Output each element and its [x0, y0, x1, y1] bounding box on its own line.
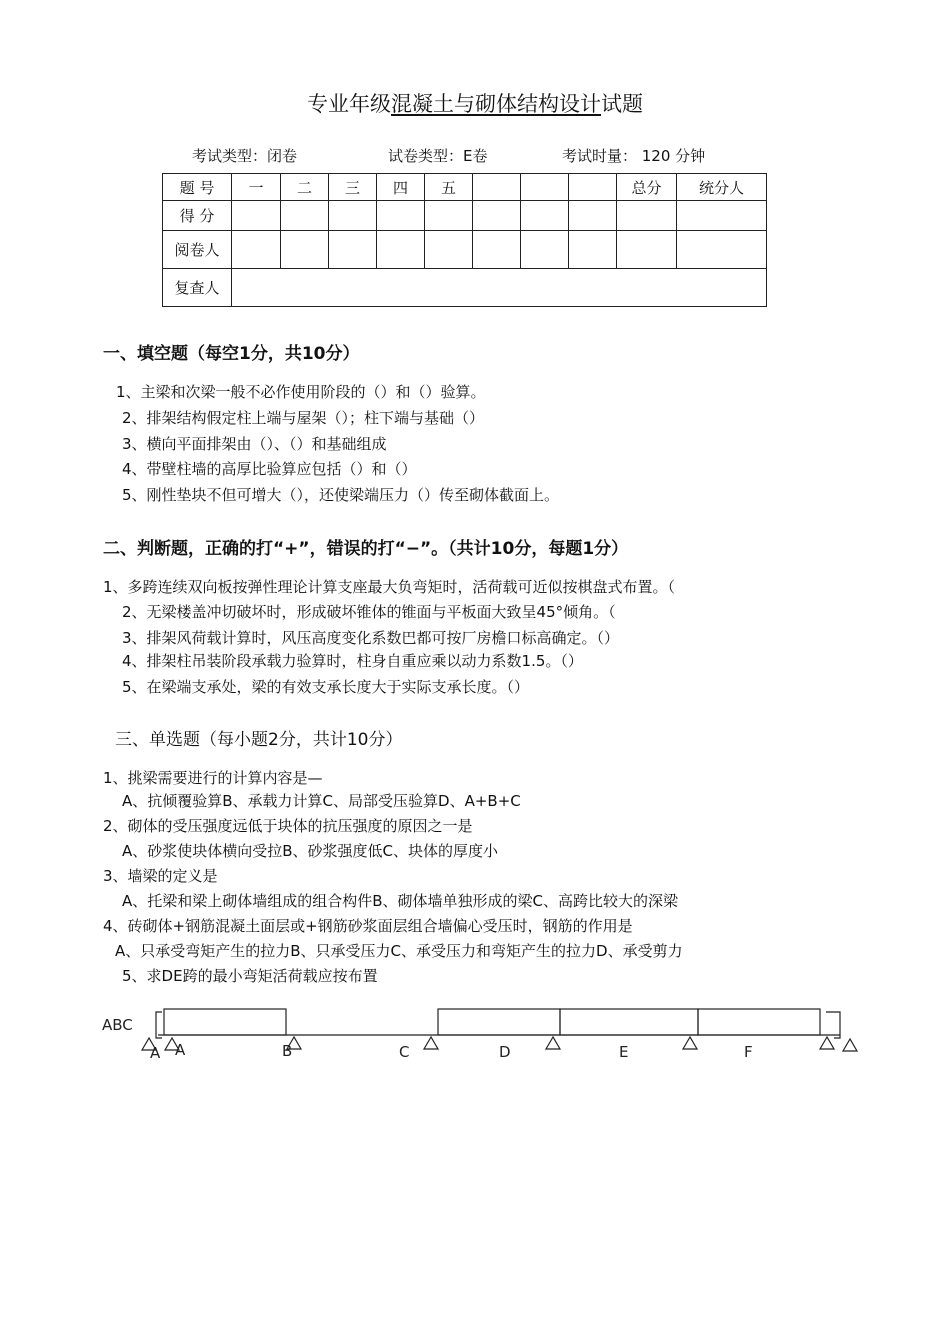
- header-cell: 一: [232, 174, 281, 201]
- score-cell[interactable]: [677, 201, 767, 231]
- score-cell[interactable]: [232, 201, 281, 231]
- label-a2: A: [175, 1041, 186, 1059]
- header-cell: 三: [329, 174, 377, 201]
- question-item: 1、主梁和次梁一般不必作使用阶段的（）和（）验算。: [116, 383, 486, 401]
- section2-heading: 二、判断题，正确的打“+”，错误的打“−”。（共计10分，每题1分）: [103, 539, 629, 559]
- support-triangle: [843, 1039, 857, 1051]
- score-cell[interactable]: [617, 231, 677, 269]
- score-cell[interactable]: [569, 231, 617, 269]
- score-row-fucha: [163, 269, 767, 307]
- support-triangle: [546, 1037, 560, 1049]
- label-e: E: [619, 1043, 629, 1061]
- load-block-cd: [438, 1009, 560, 1035]
- score-row-yuejuan: [163, 231, 767, 269]
- score-cell[interactable]: [281, 231, 329, 269]
- question-item: 5、求DE跨的最小弯矩活荷载应按布置: [122, 967, 378, 985]
- score-cell[interactable]: [281, 201, 329, 231]
- question-item: 3、排架风荷载计算时，风压高度变化系数巴都可按厂房檐口标高确定。（）: [122, 629, 620, 647]
- question-item: 3、横向平面排架由（）、（）和基础组成: [122, 435, 387, 453]
- page-title: [0, 88, 950, 118]
- score-cell[interactable]: [521, 201, 569, 231]
- score-cell[interactable]: [473, 201, 521, 231]
- label-a1: A: [150, 1044, 161, 1062]
- score-cell[interactable]: [425, 201, 473, 231]
- question-item: 2、无梁楼盖冲切破坏时，形成破坏锥体的锥面与平板面大致呈45°倾角。（: [122, 603, 616, 621]
- row-label: 复查人: [163, 269, 232, 307]
- score-cell[interactable]: [425, 231, 473, 269]
- exam-time: 考试时量： 120 分钟: [562, 147, 706, 165]
- score-cell[interactable]: [232, 231, 281, 269]
- question-option: A、只承受弯矩产生的拉力B、只承受压力C、承受压力和弯矩产生的拉力D、承受剪力: [115, 942, 683, 960]
- question-item: 2、排架结构假定柱上端与屋架（）；柱下端与基础（）: [122, 409, 485, 427]
- question-item: 3、墙梁的定义是: [103, 867, 218, 885]
- support-triangle: [683, 1037, 697, 1049]
- header-cell: 统分人: [677, 174, 767, 201]
- label-f: F: [744, 1043, 753, 1061]
- score-row-defen: [163, 201, 767, 231]
- section3-heading: 三、单选题（每小题2分，共计10分）: [115, 730, 403, 750]
- question-item: 1、挑梁需要进行的计算内容是—: [103, 769, 323, 787]
- question-item: 4、带壁柱墙的高厚比验算应包括（）和（）: [122, 460, 417, 478]
- label-c: C: [399, 1043, 410, 1061]
- support-triangle: [424, 1037, 438, 1049]
- score-cell[interactable]: [521, 231, 569, 269]
- header-cell: 总分: [617, 174, 677, 201]
- paper-type: 试卷类型：E卷: [388, 147, 488, 165]
- question-item: 4、砖砌体+钢筋混凝土面层或+钢筋砂浆面层组合墙偏心受压时，钢筋的作用是: [103, 917, 633, 935]
- header-cell: 二: [281, 174, 329, 201]
- section1-heading: 一、填空题（每空1分，共10分）: [103, 344, 360, 364]
- question-item: 2、砌体的受压强度远低于块体的抗压强度的原因之一是: [103, 817, 473, 835]
- title-suffix: 试题: [601, 92, 643, 116]
- reviewer-cell[interactable]: [232, 269, 767, 307]
- row-label: 阅卷人: [163, 231, 232, 269]
- score-cell[interactable]: [473, 231, 521, 269]
- header-cell: 题 号: [163, 174, 232, 201]
- question-item: 4、排架柱吊装阶段承载力验算时，柱身自重应乘以动力系数1.5。（）: [122, 652, 583, 670]
- label-abc: ABC: [102, 1016, 133, 1034]
- question-item: 5、在梁端支承处，梁的有效支承长度大于实际支承长度。（）: [122, 678, 530, 696]
- title-course: 混凝土与砌体结构设计: [391, 92, 601, 116]
- load-block-de: [560, 1009, 698, 1035]
- score-header-row: [163, 174, 767, 201]
- continuous-beam-diagram: [0, 995, 950, 1070]
- label-d: D: [499, 1043, 511, 1061]
- header-cell: 四: [377, 174, 425, 201]
- score-cell[interactable]: [329, 231, 377, 269]
- score-cell[interactable]: [569, 201, 617, 231]
- score-cell[interactable]: [617, 201, 677, 231]
- score-cell[interactable]: [377, 231, 425, 269]
- left-end-bracket: [156, 1012, 162, 1038]
- score-cell[interactable]: [677, 231, 767, 269]
- support-triangle: [820, 1037, 834, 1049]
- row-label: 得 分: [163, 201, 232, 231]
- label-b: B: [282, 1042, 293, 1060]
- header-cell: [569, 174, 617, 201]
- right-end-bracket: [826, 1012, 840, 1038]
- question-option: A、托梁和梁上砌体墙组成的组合构件B、砌体墙单独形成的梁C、高跨比较大的深梁: [122, 892, 679, 910]
- score-cell[interactable]: [329, 201, 377, 231]
- load-block-ef: [698, 1009, 820, 1035]
- question-item: 5、刚性垫块不但可增大（），还使梁端压力（）传至砌体截面上。: [122, 486, 560, 504]
- header-cell: [521, 174, 569, 201]
- header-cell: 五: [425, 174, 473, 201]
- score-cell[interactable]: [377, 201, 425, 231]
- exam-type: 考试类型：闭卷: [192, 147, 298, 165]
- header-cell: [473, 174, 521, 201]
- question-option: A、抗倾覆验算B、承载力计算C、局部受压验算D、A+B+C: [122, 792, 521, 810]
- score-table: [162, 173, 767, 307]
- question-option: A、砂浆使块体横向受拉B、砂浆强度低C、块体的厚度小: [122, 842, 499, 860]
- load-block-ab: [164, 1009, 286, 1035]
- question-item: 1、多跨连续双向板按弹性理论计算支座最大负弯矩时，活荷载可近似按棋盘式布置。（: [103, 578, 676, 596]
- title-prefix: 专业年级: [307, 92, 391, 116]
